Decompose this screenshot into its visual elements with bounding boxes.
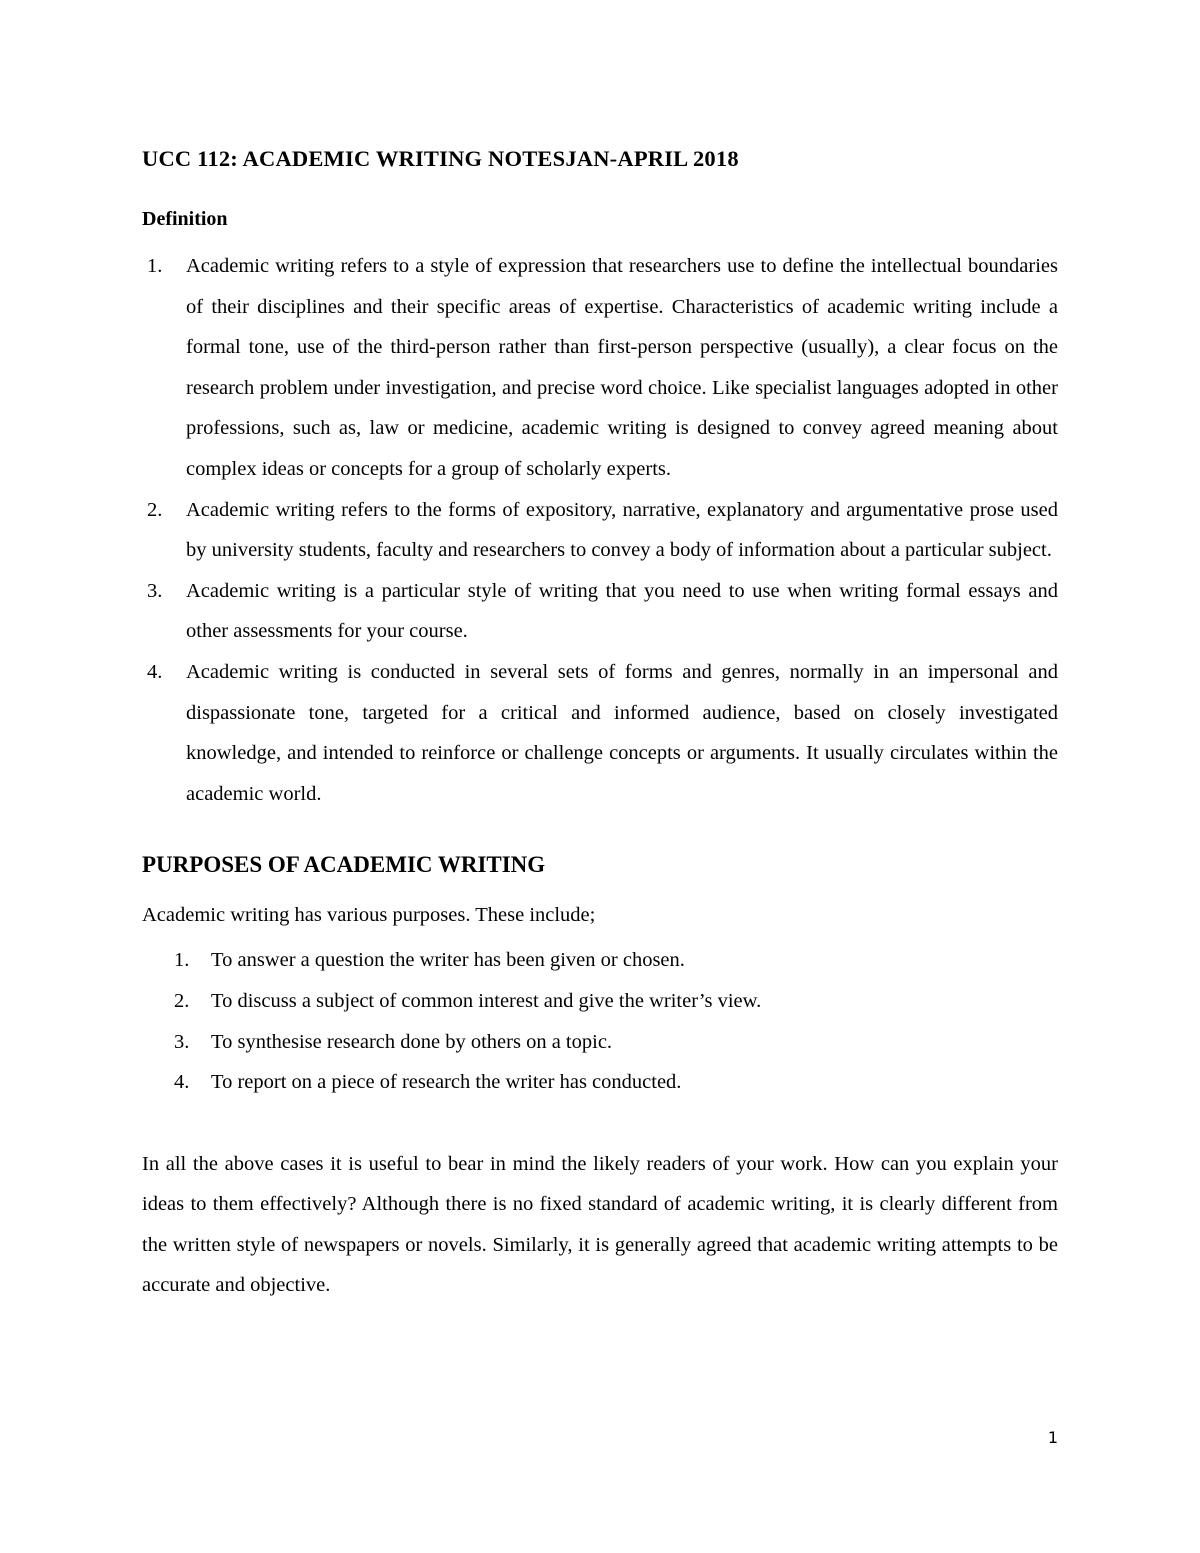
document-title: UCC 112: ACADEMIC WRITING NOTESJAN-APRIL 2018 [142,146,739,171]
purpose-text: To report on a piece of research the writer has conducted. [211,1071,682,1094]
definition-item [142,571,1058,652]
purpose-text: To synthesise research done by others on a topic. [211,1030,613,1053]
definition-number: 1. [147,255,163,277]
definition-heading: Definition [142,208,228,230]
purpose-number: 4. [174,1071,190,1094]
purposes-list [142,940,1058,1102]
purposes-heading: PURPOSES OF ACADEMIC WRITING [142,852,546,878]
purpose-item [142,1022,1058,1063]
purpose-text: To discuss a subject of common interest and give the writer’s view. [211,989,762,1012]
purposes-intro: Academic writing has various purposes. These include; [142,904,596,927]
purpose-number: 2. [174,989,190,1012]
definition-item [142,652,1058,814]
page-content [142,142,1058,1306]
definition-item [142,246,1058,490]
purpose-item [142,1062,1058,1103]
definition-number: 3. [147,579,163,602]
purpose-item [142,981,1058,1022]
definition-text: Academic writing is conducted in several sets of forms and genres, normally in an impersonal and dispassionate tone, targeted for a critical and informed audience, based on closely investigated knowledge, and intended to reinforce or challenge concepts or arguments. It usually circulates within the academic world. [186,660,1058,805]
definition-text: Academic writing is a particular style of writing that you need to use when writing formal essays and other assessments for your course. [186,579,1058,643]
definition-number: 2. [147,498,163,521]
definition-text: Academic writing refers to a style of expression that researchers use to define the intellectual boundaries of their disciplines and their specific areas of expertise. Characteristics of academic writing include a formal tone, use of the third-person rather than first-person perspective (usually), a clear focus on the research problem under investigation, and precise word choice. Like specialist languages adopted in other professions, such as, law or medicine, academic writing is designed to convey agreed meaning about complex ideas or concepts for a group of scholarly experts. [186,255,1058,480]
closing-paragraph: In all the above cases it is useful to bear in mind the likely readers of your work. How can you explain your ideas to them effectively? Although there is no fixed standard of academic writing, it is clearly different from the written style of newspapers or novels. Similarly, it is generally agreed that academic writing attempts to be accurate and objective. [142,1152,1058,1297]
purpose-text: To answer a question the writer has been given or chosen. [211,949,685,972]
page-number: 1 [1047,1428,1058,1447]
purpose-item [142,940,1058,981]
definition-list [142,246,1058,814]
purpose-number: 1. [174,949,190,972]
definition-text: Academic writing refers to the forms of expository, narrative, explanatory and argumentative prose used by university students, faculty and researchers to convey a body of information about a particular subject. [186,498,1058,562]
purpose-number: 3. [174,1030,190,1053]
definition-number: 4. [147,660,163,683]
definition-item [142,490,1058,571]
